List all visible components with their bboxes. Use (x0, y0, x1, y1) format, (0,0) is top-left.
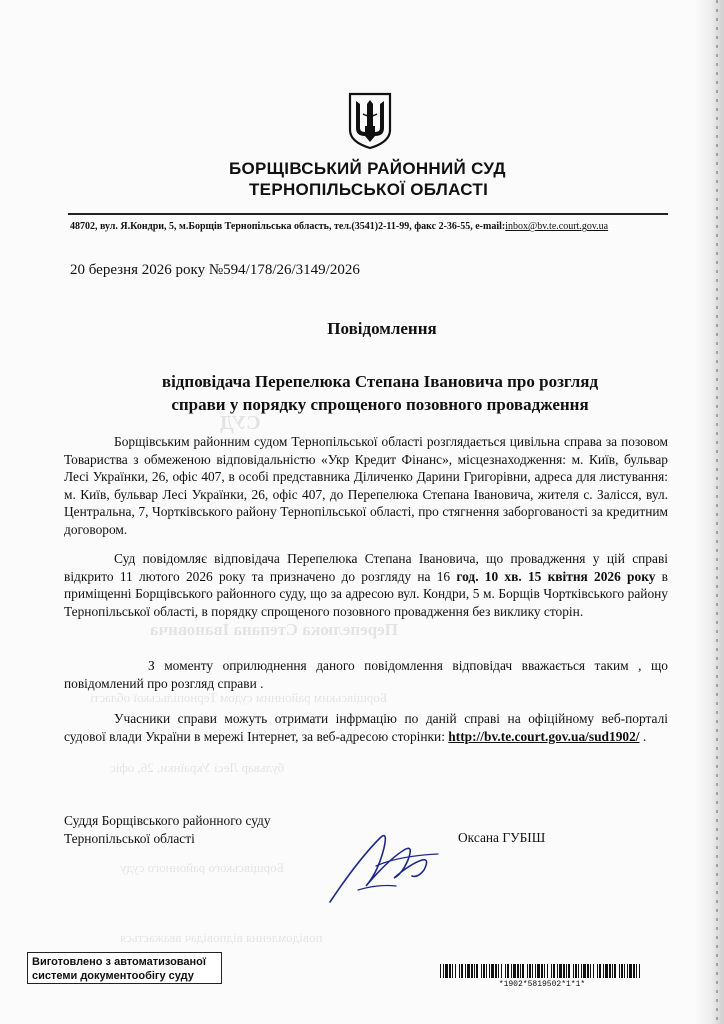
barcode-bar (474, 964, 475, 978)
barcode-bar (459, 964, 460, 978)
barcode-bar (573, 964, 574, 978)
barcode-bar (449, 964, 451, 978)
bleed-through: Борщівського районного суду (120, 860, 285, 875)
barcode-bar (455, 964, 456, 978)
barcode-bar (578, 964, 579, 978)
barcode-bar (537, 964, 540, 978)
barcode-bar (527, 964, 528, 978)
barcode-bar (513, 964, 516, 978)
barcode-bar (619, 964, 620, 978)
barcode-bar (520, 964, 521, 978)
barcode-bar (624, 964, 625, 978)
document-title: Повідомлення (327, 319, 437, 338)
barcode-bar (559, 964, 562, 978)
barcode-bar (633, 964, 635, 978)
barcode-bar (612, 964, 613, 978)
barcode-bar (544, 964, 545, 978)
bleed-through: повідомлення відповідач вважається (120, 930, 323, 945)
paragraph-info-link (64, 710, 668, 745)
barcode-bar (476, 964, 478, 978)
bleed-through: Борщівським районним судом Тернопільської області (90, 690, 388, 705)
paragraph-case-description (64, 433, 668, 539)
barcode-bar (445, 964, 448, 978)
paragraph-notification (64, 657, 668, 692)
barcode-bar (605, 964, 608, 978)
paragraph-hearing-notice (64, 550, 668, 620)
court-name (222, 158, 522, 200)
subtitle-line1: відповідача Перепелюка Степана Івановича про розгляд (161, 372, 599, 391)
document-barcode (440, 964, 644, 978)
barcode-bar (486, 964, 487, 978)
system-stamp (27, 952, 222, 984)
court-name-line1: БОРЩІВСЬКИЙ РАЙОННИЙ СУД (229, 159, 506, 178)
barcode-bar (471, 964, 473, 978)
barcode-bar (529, 964, 531, 978)
paragraph-text: в приміщенні Борщівського районного суду, що за адресою вул. Кондри, 5 м. Борщів Чортківського району Тернопільської області, в порядку спрощеного позовного провадження без виклику сторін. (64, 568, 669, 619)
address-text: 48702, вул. Я.Кондри, 5, м.Борщів Тернопільська область, тел.(3541)2-11-99, факс 2-36-55, e-mail: (70, 221, 506, 232)
barcode-bar (541, 964, 543, 978)
judge-position (64, 812, 271, 847)
court-address (70, 221, 670, 232)
barcode-bar (627, 964, 628, 978)
handwritten-signature (318, 820, 458, 910)
barcode-bar (535, 964, 536, 978)
barcode-bar (629, 964, 632, 978)
barcode-bar (467, 964, 470, 978)
barcode-bar (583, 964, 586, 978)
barcode-bar (551, 964, 552, 978)
judge-name: Оксана ГУБІШ (458, 830, 546, 845)
barcode-bar (621, 964, 623, 978)
barcode-bar (609, 964, 611, 978)
judge-position-line2: Тернопільської області (64, 830, 195, 846)
barcode-bar (465, 964, 466, 978)
bleed-through: Перепелюка Степана Івановича (150, 620, 398, 639)
header-divider (68, 213, 668, 215)
barcode-bar (461, 964, 463, 978)
barcode-bar (597, 964, 598, 978)
bleed-through: бульвар Лесі Українки, 26, офіс (110, 760, 285, 775)
judge-position-line1: Суддя Борщівського районного суду (64, 813, 271, 828)
subtitle-line2: справи у порядку спрощеного позовного провадження (171, 395, 589, 414)
court-website-link[interactable]: http://bv.te.court.gov.ua/sud1902/ (448, 728, 640, 744)
barcode-bar (498, 964, 499, 978)
paragraph-text: Учасники справи можуть отримати інфрмацію по даній справі на офіційному веб-порталі судової влади України в мережі Інтернет, за веб-адресою сторінки: (64, 711, 668, 744)
scan-edge (694, 0, 724, 1024)
hearing-datetime: год. 10 хв. 15 квітня 2026 року (456, 568, 656, 584)
barcode-bar (481, 964, 482, 978)
barcode-bar (636, 964, 637, 978)
barcode-bar (581, 964, 582, 978)
barcode-bar (505, 964, 506, 978)
barcode-bar (575, 964, 577, 978)
barcode-bar (507, 964, 509, 978)
barcode-bar (603, 964, 604, 978)
barcode-bar (553, 964, 555, 978)
barcode-bar (517, 964, 519, 978)
barcode-bar (532, 964, 533, 978)
document-subtitle (120, 370, 640, 416)
barcode-bar (483, 964, 485, 978)
email-link[interactable]: inbox@bv.te.court.gov.ua (505, 221, 609, 232)
barcode-bar (587, 964, 589, 978)
barcode-bar (566, 964, 567, 978)
barcode-bar (593, 964, 594, 978)
date-and-number: 20 березня 2026 року №594/178/26/3149/2026 (70, 262, 360, 278)
paragraph-text: Борщівським районним судом Тернопільської області розглядається цивільна справа за позовом Товариства з обмеженою відповідальністю «Укр Кредит Фінанс», місцезнаходження: м. Київ, бульвар Лесі Українки, 26, офіс 407, в особі представника Діличенко Дарини Григорівни, адреса для листування: м. Київ, бульвар Лесі Українки, 26, офіс 407, до Перепелюка Степана Івановича, жителя с. Залісся, вул. Центральна, 7, Чортківського району Тернопільської області, про стягнення заборгованості за кредитним договором. (64, 434, 668, 537)
barcode-bar (563, 964, 565, 978)
barcode-bar (452, 964, 453, 978)
bleed-through: СУД (220, 412, 261, 434)
court-name-line2: ТЕРНОПІЛЬСЬКОЇ ОБЛАСТІ (249, 180, 489, 199)
coat-of-arms-icon (345, 92, 395, 150)
barcode-bar (511, 964, 512, 978)
barcode-bar (522, 964, 524, 978)
stamp-line1: Виготовлено з автоматизованої (32, 956, 206, 968)
paragraph-text: Суд повідомляє відповідача Перепелюка Степана Івановича, що провадження у цій справі відкрито 11 лютого 2026 року та призначено до розгляду на 16 (64, 551, 668, 584)
barcode-bar (599, 964, 601, 978)
stamp-line2: системи документообігу суду (32, 970, 194, 982)
barcode-bar (440, 964, 441, 978)
barcode-bar (491, 964, 494, 978)
barcode-bar (557, 964, 558, 978)
barcode-bar (639, 964, 640, 978)
barcode-bar (568, 964, 570, 978)
paragraph-text: З моменту оприлюднення даного повідомлення відповідач вважається таким , що повідомлений про розгляд справи . (64, 658, 668, 691)
barcode-bar (443, 964, 444, 978)
barcode-bar (501, 964, 502, 978)
barcode-bar (489, 964, 490, 978)
barcode-bar (614, 964, 616, 978)
barcode-text: *1902*5819502*1*1* (498, 980, 586, 989)
paragraph-end: . (639, 728, 647, 744)
barcode-bar (495, 964, 497, 978)
barcode-bar (590, 964, 591, 978)
barcode-bar (547, 964, 548, 978)
